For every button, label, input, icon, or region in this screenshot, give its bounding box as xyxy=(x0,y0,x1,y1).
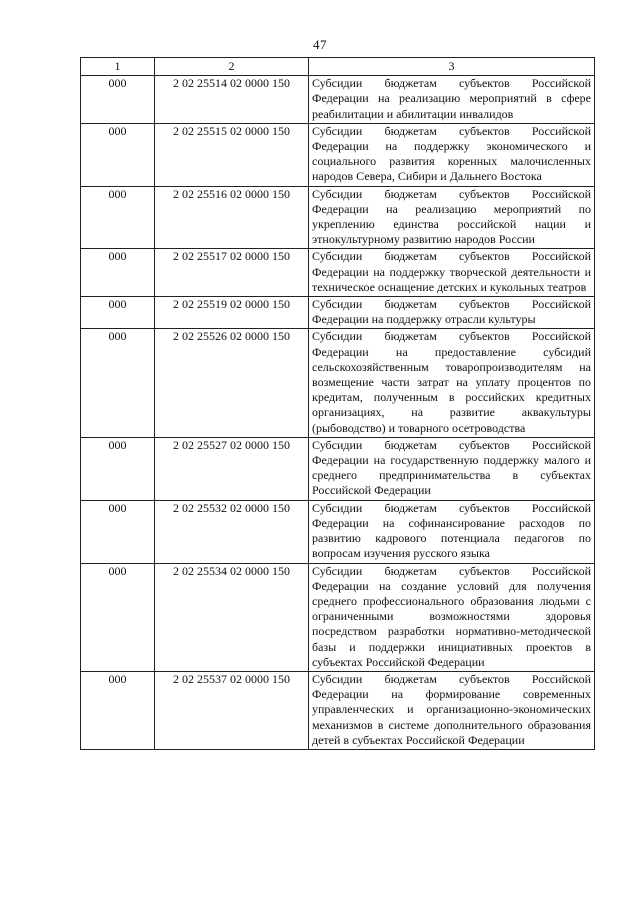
income-name-cell: Субсидии бюджетам субъектов Российской Федерации на поддержку творческой деятельности и техническое оснащение детских и кукольных театров xyxy=(309,249,595,297)
admin-code-cell: 000 xyxy=(81,563,155,671)
income-name-cell: Субсидии бюджетам субъектов Российской Федерации на создание условий для получения среднего профессионального образования людьми с ограниченными возможностями здоровья посредством разработки нормативно-методической базы и поддержки инициативных проектов в субъектах Российской Федерации xyxy=(309,563,595,671)
budget-classification-table xyxy=(80,57,595,750)
budget-code-cell: 2 02 25532 02 0000 150 xyxy=(155,500,309,563)
admin-code-cell: 000 xyxy=(81,76,155,124)
income-name-cell: Субсидии бюджетам субъектов Российской Федерации на реализацию мероприятий по укреплению единства российской нации и этнокультурному развитию народов России xyxy=(309,186,595,249)
income-name-cell: Субсидии бюджетам субъектов Российской Федерации на поддержку отрасли культуры xyxy=(309,297,595,329)
admin-code-cell: 000 xyxy=(81,297,155,329)
table-row xyxy=(81,186,595,249)
admin-code-cell: 000 xyxy=(81,329,155,437)
income-name-cell: Субсидии бюджетам субъектов Российской Федерации на предоставление субсидий сельскохозяйственным товаропроизводителям на возмещение части затрат на уплату процентов по кредитам, полученным в российских кредитных организациях, на развитие аквакультуры (рыбоводство) и товарного осетроводства xyxy=(309,329,595,437)
page-number: 47 xyxy=(313,37,327,52)
budget-code-cell: 2 02 25516 02 0000 150 xyxy=(155,186,309,249)
budget-code-cell: 2 02 25515 02 0000 150 xyxy=(155,123,309,186)
budget-code-cell: 2 02 25526 02 0000 150 xyxy=(155,329,309,437)
table-row xyxy=(81,297,595,329)
income-name-cell: Субсидии бюджетам субъектов Российской Федерации на софинансирование расходов по развитию кадрового потенциала педагогов по вопросам изучения русского языка xyxy=(309,500,595,563)
column-header-2: 2 xyxy=(155,58,309,76)
income-name-cell: Субсидии бюджетам субъектов Российской Федерации на формирование современных управленческих и организационно-экономических механизмов в системе дополнительного образования детей в субъектах Российской Федерации xyxy=(309,671,595,749)
admin-code-cell: 000 xyxy=(81,671,155,749)
admin-code-cell: 000 xyxy=(81,186,155,249)
table-row xyxy=(81,249,595,297)
table-row xyxy=(81,437,595,500)
table-row xyxy=(81,563,595,671)
admin-code-cell: 000 xyxy=(81,437,155,500)
budget-code-cell: 2 02 25517 02 0000 150 xyxy=(155,249,309,297)
income-name-cell: Субсидии бюджетам субъектов Российской Федерации на государственную поддержку малого и среднего предпринимательства в субъектах Российской Федерации xyxy=(309,437,595,500)
admin-code-cell: 000 xyxy=(81,249,155,297)
budget-code-cell: 2 02 25519 02 0000 150 xyxy=(155,297,309,329)
column-header-1: 1 xyxy=(81,58,155,76)
table-row xyxy=(81,123,595,186)
budget-code-cell: 2 02 25527 02 0000 150 xyxy=(155,437,309,500)
column-header-3: 3 xyxy=(309,58,595,76)
table-row xyxy=(81,76,595,124)
table-row xyxy=(81,671,595,749)
budget-code-cell: 2 02 25514 02 0000 150 xyxy=(155,76,309,124)
table-header-row xyxy=(81,58,595,76)
table-row xyxy=(81,329,595,437)
table-row xyxy=(81,500,595,563)
admin-code-cell: 000 xyxy=(81,500,155,563)
budget-code-cell: 2 02 25537 02 0000 150 xyxy=(155,671,309,749)
income-name-cell: Субсидии бюджетам субъектов Российской Федерации на реализацию мероприятий в сфере реабилитации и абилитации инвалидов xyxy=(309,76,595,124)
budget-code-cell: 2 02 25534 02 0000 150 xyxy=(155,563,309,671)
admin-code-cell: 000 xyxy=(81,123,155,186)
income-name-cell: Субсидии бюджетам субъектов Российской Федерации на поддержку экономического и социального развития коренных малочисленных народов Севера, Сибири и Дальнего Востока xyxy=(309,123,595,186)
